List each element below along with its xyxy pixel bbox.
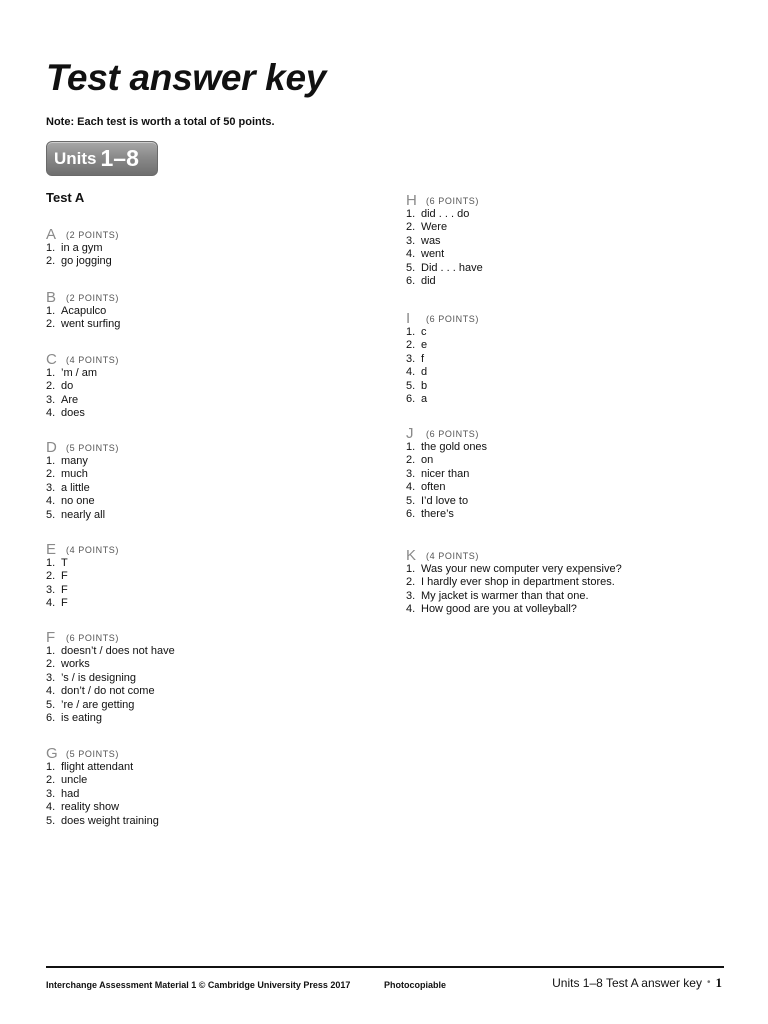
- answer-text: is eating: [61, 712, 102, 725]
- answer-number: 2.: [46, 658, 56, 671]
- answer-number: 6.: [406, 275, 416, 288]
- section-points: (6 POINTS): [426, 196, 480, 206]
- answer-number: 5.: [46, 508, 56, 521]
- answer-number: 5.: [46, 698, 56, 711]
- answer-item: [46, 468, 366, 481]
- answer-number: 1.: [406, 326, 416, 338]
- answer-item: [46, 407, 366, 420]
- section-heading: [46, 745, 366, 761]
- section-heading: [46, 289, 366, 305]
- answer-text: went surfing: [61, 318, 121, 331]
- answer-text: F: [61, 583, 68, 596]
- answer-item: [46, 255, 366, 268]
- section-heading: [46, 541, 366, 557]
- answer-text: c: [421, 326, 427, 338]
- answer-item: [46, 761, 366, 774]
- running-title-text: Units 1–8 Test A answer key: [552, 976, 702, 990]
- answer-section: [406, 425, 726, 521]
- units-badge: [46, 141, 158, 176]
- answer-number: 1.: [406, 441, 416, 453]
- answer-number: 4.: [406, 248, 416, 261]
- section-heading: [46, 629, 366, 645]
- section-points: (5 POINTS): [66, 443, 120, 453]
- answer-item: [406, 563, 726, 576]
- answer-item: [406, 468, 726, 481]
- answer-number: 2.: [46, 774, 56, 787]
- answer-item: [46, 584, 366, 597]
- answer-text: doesn’t / does not have: [61, 645, 175, 657]
- answer-number: 3.: [46, 671, 56, 684]
- section-points: (5 POINTS): [66, 749, 120, 759]
- answer-number: 4.: [46, 407, 56, 420]
- answer-text: did: [421, 275, 436, 288]
- answer-item: [46, 394, 366, 407]
- answer-text: e: [421, 339, 428, 352]
- answer-text: I’d love to: [421, 494, 469, 507]
- answer-text: does weight training: [61, 814, 159, 827]
- answer-item: [46, 815, 366, 828]
- answer-text: ’m / am: [61, 367, 98, 379]
- answer-section: [46, 289, 366, 332]
- answer-number: 4.: [46, 801, 56, 814]
- section-points: (4 POINTS): [426, 551, 480, 561]
- answer-item: [406, 208, 726, 221]
- answer-text: T: [61, 557, 68, 569]
- section-points: (2 POINTS): [66, 230, 120, 240]
- answer-item: [46, 557, 366, 570]
- answer-text: a little: [61, 481, 90, 494]
- answer-text: ’s / is designing: [61, 671, 137, 684]
- answer-item: [46, 380, 366, 393]
- answer-item: [46, 495, 366, 508]
- answer-item: [406, 221, 726, 234]
- page-title: Test answer key: [46, 57, 327, 98]
- answer-item: [46, 712, 366, 725]
- answer-item: [46, 774, 366, 787]
- answer-item: [46, 672, 366, 685]
- answer-item: [406, 454, 726, 467]
- answer-number: 5.: [406, 379, 416, 392]
- answer-item: [46, 699, 366, 712]
- answer-item: [46, 788, 366, 801]
- answer-text: does: [61, 407, 85, 420]
- answer-section: [406, 310, 726, 406]
- footer-running-title: [552, 975, 722, 991]
- answer-text: did . . . do: [421, 208, 470, 220]
- answer-item: [46, 658, 366, 671]
- answer-number: 1.: [46, 761, 56, 773]
- answer-section: [46, 541, 366, 611]
- answer-text: f: [421, 352, 425, 365]
- answer-text: uncle: [61, 774, 88, 787]
- answer-item: [46, 801, 366, 814]
- answer-text: don’t / do not come: [61, 685, 155, 698]
- answer-item: [406, 248, 726, 261]
- answer-text: F: [61, 570, 68, 583]
- answer-text: was: [421, 234, 441, 247]
- answer-item: [46, 242, 366, 255]
- section-heading: [406, 547, 726, 563]
- answer-number: 6.: [406, 508, 416, 521]
- answer-number: 6.: [46, 712, 56, 725]
- answer-number: 2.: [406, 221, 416, 234]
- section-letter: D: [46, 439, 57, 456]
- answer-item: [46, 509, 366, 522]
- answer-text: b: [421, 379, 428, 392]
- answer-number: 1.: [46, 367, 56, 379]
- answer-text: works: [61, 658, 90, 671]
- answer-number: 1.: [406, 208, 416, 220]
- section-letter: C: [46, 351, 57, 368]
- answer-item: [46, 305, 366, 318]
- section-points: (2 POINTS): [66, 293, 120, 303]
- answer-item: [406, 576, 726, 589]
- answer-item: [46, 645, 366, 658]
- answer-item: [46, 482, 366, 495]
- footer-divider: [46, 966, 724, 968]
- answer-text: I hardly ever shop in department stores.: [421, 576, 615, 589]
- answer-text: F: [61, 597, 68, 610]
- footer-copyright: Interchange Assessment Material 1 © Cambridge University Press 2017: [46, 980, 351, 990]
- answer-text: do: [61, 380, 74, 393]
- answer-item: [46, 367, 366, 380]
- answer-item: [46, 570, 366, 583]
- answer-item: [406, 495, 726, 508]
- units-badge-label: Units: [54, 148, 97, 168]
- answer-section: [46, 629, 366, 725]
- section-heading: [46, 226, 366, 242]
- answer-item: [406, 603, 726, 616]
- answer-text: d: [421, 366, 428, 379]
- answer-item: [406, 366, 726, 379]
- answer-text: My jacket is warmer than that one.: [421, 589, 589, 602]
- section-letter: F: [46, 629, 56, 646]
- answer-number: 3.: [406, 234, 416, 247]
- answer-number: 5.: [406, 261, 416, 274]
- answer-item: [406, 262, 726, 275]
- section-points: (6 POINTS): [426, 314, 480, 324]
- answer-section: [46, 226, 366, 269]
- answer-number: 2.: [406, 576, 416, 589]
- answer-section: [46, 351, 366, 421]
- answer-number: 2.: [46, 318, 56, 331]
- answer-item: [406, 441, 726, 454]
- answer-number: 3.: [46, 393, 56, 406]
- answer-number: 2.: [46, 570, 56, 583]
- answer-text: flight attendant: [61, 761, 134, 773]
- page-number: 1: [715, 975, 722, 990]
- footer-photocopiable: Photocopiable: [384, 980, 447, 990]
- answer-text: ’re / are getting: [61, 698, 135, 711]
- section-points: (4 POINTS): [66, 355, 120, 365]
- answer-text: had: [61, 787, 80, 800]
- answer-number: 3.: [46, 481, 56, 494]
- units-badge-range: 1–8: [100, 145, 139, 171]
- answer-number: 3.: [406, 589, 416, 602]
- answer-number: 4.: [406, 603, 416, 616]
- section-letter: H: [406, 192, 417, 209]
- bullet-separator: •: [706, 977, 711, 988]
- answer-number: 1.: [46, 557, 56, 569]
- answer-number: 1.: [46, 242, 56, 254]
- answer-item: [406, 590, 726, 603]
- answer-number: 2.: [46, 380, 56, 393]
- answer-text: the gold ones: [421, 441, 488, 453]
- answer-text: no one: [61, 495, 95, 508]
- answer-item: [406, 275, 726, 288]
- section-letter: G: [46, 745, 58, 762]
- answer-number: 1.: [46, 455, 56, 467]
- answer-section: [46, 745, 366, 828]
- answer-item: [406, 481, 726, 494]
- answer-item: [406, 326, 726, 339]
- answer-text: there’s: [421, 508, 454, 521]
- section-letter: J: [406, 425, 414, 442]
- answer-text: in a gym: [61, 242, 103, 254]
- section-letter: A: [46, 226, 57, 243]
- answer-text: How good are you at volleyball?: [421, 603, 577, 616]
- answer-item: [406, 353, 726, 366]
- section-heading: [406, 192, 726, 208]
- answer-number: 1.: [46, 645, 56, 657]
- section-heading: [406, 310, 726, 326]
- test-heading: Test A: [46, 190, 85, 205]
- answer-item: [406, 235, 726, 248]
- answer-text: Are: [61, 393, 79, 406]
- scoring-note: Note: Each test is worth a total of 50 points.: [46, 116, 275, 128]
- answer-text: much: [61, 468, 88, 481]
- answer-text: often: [421, 481, 446, 494]
- answer-text: Was your new computer very expensive?: [421, 563, 622, 575]
- answer-section: [46, 439, 366, 522]
- answer-section: [406, 192, 726, 288]
- section-letter: K: [406, 547, 417, 564]
- answer-number: 1.: [406, 563, 416, 575]
- section-heading: [406, 425, 726, 441]
- answer-item: [46, 597, 366, 610]
- answer-number: 2.: [406, 339, 416, 352]
- section-letter: B: [46, 289, 57, 306]
- section-points: (6 POINTS): [426, 429, 480, 439]
- answer-number: 4.: [406, 481, 416, 494]
- answer-number: 3.: [46, 787, 56, 800]
- answer-text: went: [421, 248, 445, 261]
- answer-text: Were: [421, 221, 448, 234]
- section-heading: [46, 439, 366, 455]
- answer-item: [406, 339, 726, 352]
- answer-number: 3.: [406, 467, 416, 480]
- answer-text: reality show: [61, 801, 120, 814]
- section-points: (4 POINTS): [66, 545, 120, 555]
- answer-section: [406, 547, 726, 617]
- answer-item: [46, 685, 366, 698]
- answer-item: [46, 318, 366, 331]
- answer-text: nearly all: [61, 508, 106, 521]
- answer-text: on: [421, 454, 434, 467]
- section-letter: I: [406, 310, 411, 327]
- answer-number: 2.: [406, 454, 416, 467]
- answer-number: 4.: [46, 597, 56, 610]
- answer-text: a: [421, 393, 428, 406]
- answer-text: nicer than: [421, 467, 470, 480]
- answer-number: 5.: [46, 814, 56, 827]
- answer-number: 4.: [406, 366, 416, 379]
- section-letter: E: [46, 541, 57, 558]
- answer-number: 2.: [46, 255, 56, 268]
- answer-text: go jogging: [61, 255, 112, 268]
- answer-number: 3.: [46, 583, 56, 596]
- answer-number: 4.: [46, 495, 56, 508]
- answer-number: 2.: [46, 468, 56, 481]
- section-heading: [46, 351, 366, 367]
- answer-number: 5.: [406, 494, 416, 507]
- answer-number: 3.: [406, 352, 416, 365]
- answer-number: 4.: [46, 685, 56, 698]
- answer-item: [46, 455, 366, 468]
- answer-number: 6.: [406, 393, 416, 406]
- answer-item: [406, 380, 726, 393]
- answer-text: Acapulco: [61, 305, 107, 317]
- section-points: (6 POINTS): [66, 633, 120, 643]
- answer-item: [406, 393, 726, 406]
- answer-number: 1.: [46, 305, 56, 317]
- answer-item: [406, 508, 726, 521]
- answer-text: Did . . . have: [421, 261, 483, 274]
- answer-text: many: [61, 455, 88, 467]
